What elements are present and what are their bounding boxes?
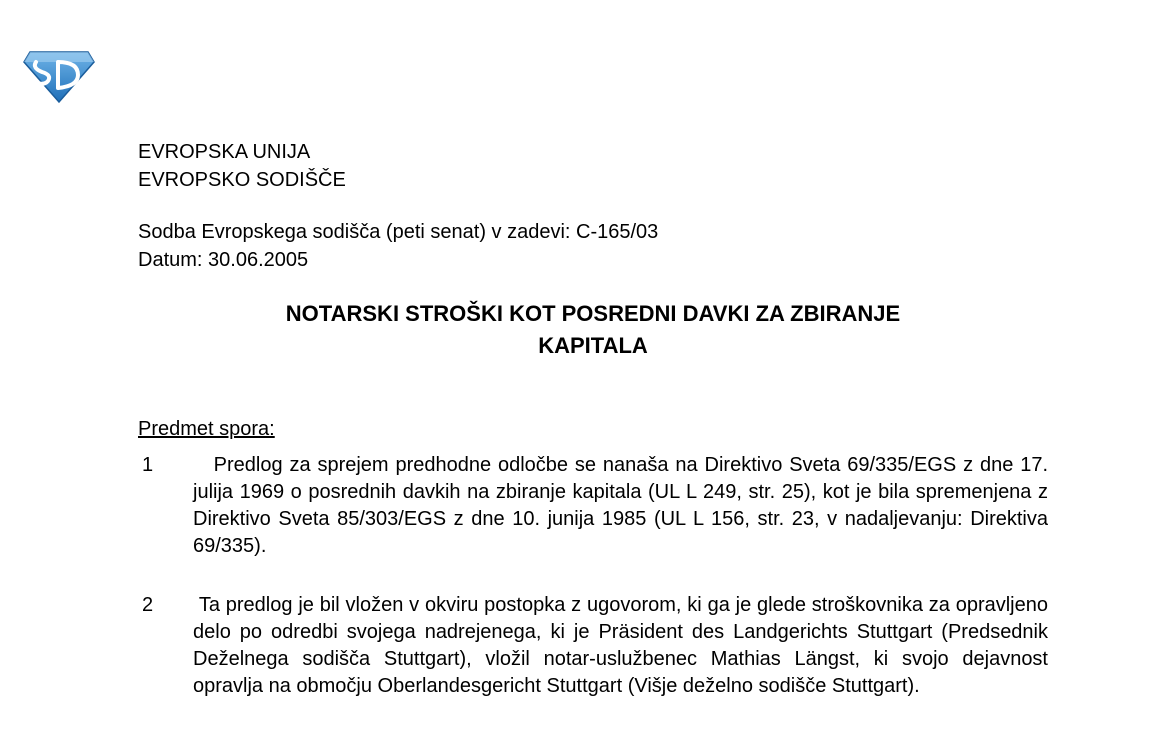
union-name: EVROPSKA UNIJA bbox=[138, 141, 311, 163]
court-name: EVROPSKO SODIŠČE bbox=[138, 169, 346, 191]
case-info bbox=[138, 218, 658, 274]
document-title bbox=[138, 298, 1048, 362]
document-title-line2: KAPITALA bbox=[538, 333, 648, 358]
case-reference: Sodba Evropskega sodišča (peti senat) v zadevi: C-165/03 bbox=[138, 221, 659, 243]
court-header bbox=[138, 138, 346, 194]
paragraph-number: 1 bbox=[142, 454, 154, 476]
paragraph-2 bbox=[138, 592, 1048, 700]
sd-diamond-logo-icon bbox=[22, 48, 96, 104]
paragraph-number: 2 bbox=[142, 594, 154, 616]
paragraph-1 bbox=[138, 452, 1048, 560]
section-heading: Predmet spora: bbox=[138, 418, 275, 440]
case-date: Datum: 30.06.2005 bbox=[138, 249, 309, 271]
document-title-line1: NOTARSKI STROŠKI KOT POSREDNI DAVKI ZA ZBIRANJE bbox=[285, 301, 901, 326]
paragraph-text: Predlog za sprejem predhodne odločbe se nanaša na Direktivo Sveta 69/335/EGS z dne 17. julija 1969 o posrednih davkih na zbiranje kapitala (UL L 249, str. 25), kot je bila spremenjena z Direktivo Sveta 85/303/EGS z dne 10. junija 1985 (UL L 156, str. 23, v nadaljevanju: Direktiva 69/335). bbox=[193, 454, 1049, 557]
paragraph-text: Ta predlog je bil vložen v okviru postopka z ugovorom, ki ga je glede stroškovnika za opravljeno delo po odredbi svojega nadrejenega, ki je Präsident des Landgerichts Stuttgart (Predsednik Deželnega sodišča Stuttgart), vložil notar-uslužbenec Mathias Längst, ki svojo dejavnost opravlja na območju Oberlandesgericht Stuttgart (Višje deželno sodišče Stuttgart). bbox=[193, 594, 1048, 697]
